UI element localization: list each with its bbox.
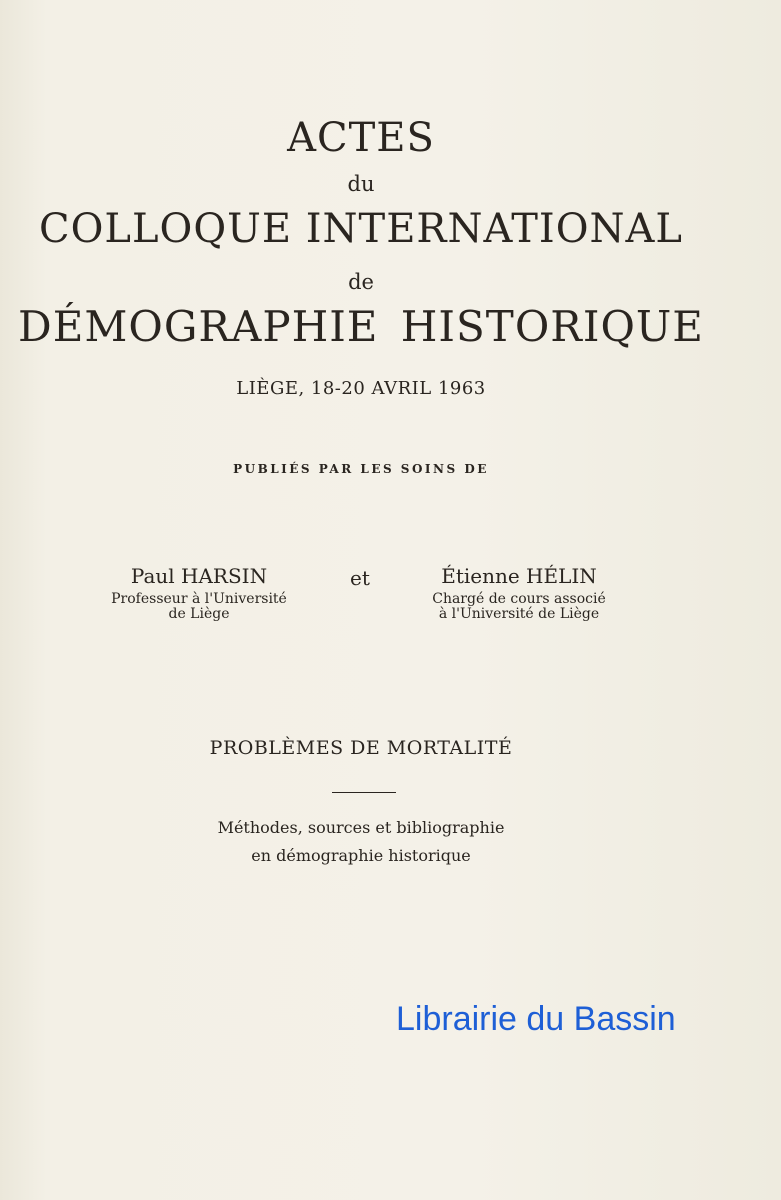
title-actes: ACTES xyxy=(287,115,435,161)
watermark: Librairie du Bassin xyxy=(396,1000,676,1038)
subtitle-line1: Méthodes, sources et bibliographie xyxy=(217,818,505,837)
title-demographie: DÉMOGRAPHIE HISTORIQUE xyxy=(18,302,704,351)
subtitle-line2: en démographie historique xyxy=(251,846,471,865)
editor-helin xyxy=(408,564,630,622)
editor-harsin xyxy=(88,564,310,622)
editor-role: de Liège xyxy=(168,606,230,622)
editor-role: Chargé de cours associé xyxy=(432,591,606,607)
published-by: PUBLIÉS PAR LES SOINS DE xyxy=(233,462,489,476)
title-colloque: COLLOQUE INTERNATIONAL xyxy=(39,206,683,252)
editor-name: Étienne HÉLIN xyxy=(441,564,597,588)
divider xyxy=(332,792,396,793)
conjunction: et xyxy=(350,566,370,590)
section-title: PROBLÈMES DE MORTALITÉ xyxy=(209,737,513,759)
editor-role: à l'Université de Liège xyxy=(438,606,600,622)
editor-role: Professeur à l'Université xyxy=(111,591,287,607)
title-de: de xyxy=(348,270,374,294)
title-du: du xyxy=(347,172,375,196)
editor-name: Paul HARSIN xyxy=(130,564,268,588)
place-date: LIÈGE, 18-20 AVRIL 1963 xyxy=(236,378,486,399)
